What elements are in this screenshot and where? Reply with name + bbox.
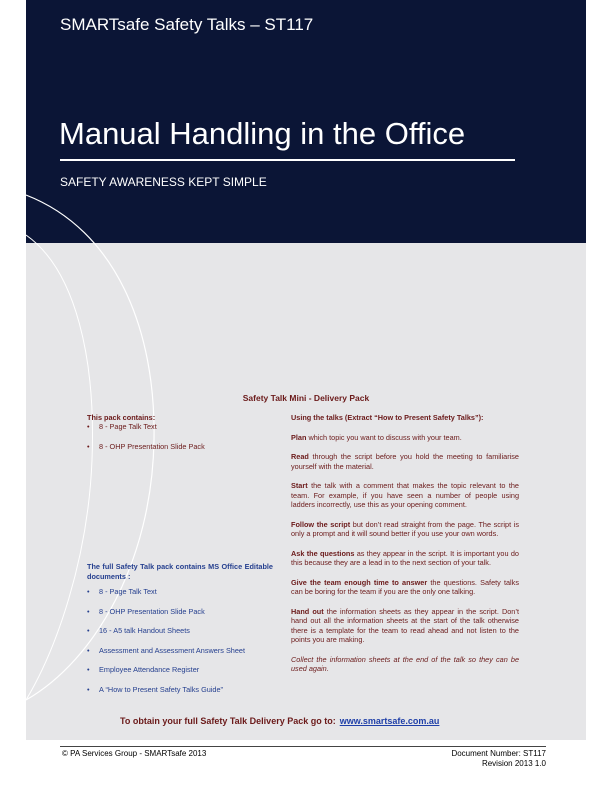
closing-note: Collect the information sheets at the end of the talk so they can be used again. (291, 654, 519, 673)
step-paragraph (291, 481, 519, 510)
list-item: • 8 - OHP Presentation Slide Pack (87, 442, 273, 462)
step-paragraph (291, 520, 519, 539)
footer-rule (60, 746, 546, 747)
step-text: the information sheets as they appear in the script. Don’t hand out all the information sheets at the start of the talk otherwise there is a template for the team to read ahead and not listen to the points you are making. (291, 606, 519, 644)
docs-heading: The full Safety Talk pack contains MS Office Editable documents : (87, 562, 273, 581)
list-item: • 8 - OHP Presentation Slide Pack (87, 607, 273, 627)
list-item: • 8 - Page Talk Text (87, 422, 273, 442)
docs-list (87, 587, 273, 704)
using-talks-column (291, 413, 519, 674)
step-text: as they appear in the script. It is important you do this because they are a lead in to the next section of your talk. (291, 548, 519, 567)
series-title: SMARTsafe Safety Talks – ST117 (60, 15, 314, 34)
revision: Revision 2013 1.0 (481, 759, 546, 768)
obtain-line (120, 716, 439, 726)
step-lead: Read (291, 452, 309, 461)
step-text: the questions. Safety talks can be boring for the team if you are the only one talking. (291, 577, 519, 596)
list-item: • Assessment and Assessment Answers Sheet (87, 646, 273, 666)
step-text: which topic you want to discuss with your team. (306, 432, 462, 442)
step-lead: Give the team enough time to answer (291, 577, 428, 587)
document-number: Document Number: ST117 (451, 749, 546, 758)
list-item: • Employee Attendance Register (87, 665, 273, 685)
subtitle: SAFETY AWARENESS KEPT SIMPLE (60, 175, 267, 189)
step-lead: Hand out (291, 606, 324, 616)
pack-contents (87, 413, 273, 461)
pack-title: Safety Talk Mini - Delivery Pack (242, 393, 370, 403)
contains-list (87, 422, 273, 461)
step-paragraph (291, 607, 519, 645)
step-text: the talk with a comment that makes the topic relevant to the team. For example, if you have seen a number of people using ladders incorrectly, use this as your opening comment. (291, 481, 519, 509)
page-title: Manual Handling in the Office (59, 116, 466, 151)
list-item: • 8 - Page Talk Text (87, 587, 273, 607)
step-lead: Ask the questions (291, 548, 355, 558)
step-lead: Start (291, 481, 308, 490)
step-paragraph (291, 549, 519, 568)
step-paragraph (291, 433, 519, 443)
step-lead: Plan (291, 432, 307, 442)
step-lead: Follow the script (291, 519, 351, 529)
step-paragraph (291, 578, 519, 597)
obtain-text: To obtain your full Safety Talk Delivery Pack go to: (120, 716, 336, 726)
footer-doc-info (380, 749, 546, 769)
step-text: but don’t read straight from the page. The script is only a prompt and it will sound better if you use your own words. (291, 519, 519, 538)
contains-heading: This pack contains: (87, 413, 156, 422)
website-link[interactable]: www.smartsafe.com.au (339, 716, 440, 726)
list-item: • A “How to Present Safety Talks Guide” (87, 685, 273, 705)
using-heading: Using the talks (Extract “How to Present Safety Talks”): (291, 413, 484, 422)
step-paragraph (291, 452, 519, 471)
list-item: • 16 - A5 talk Handout Sheets (87, 626, 273, 646)
title-underline (60, 159, 515, 161)
step-text: through the script before you hold the meeting to familiarise yourself with the material. (291, 452, 519, 471)
footer-copyright: © PA Services Group - SMARTsafe 2013 (62, 749, 207, 758)
